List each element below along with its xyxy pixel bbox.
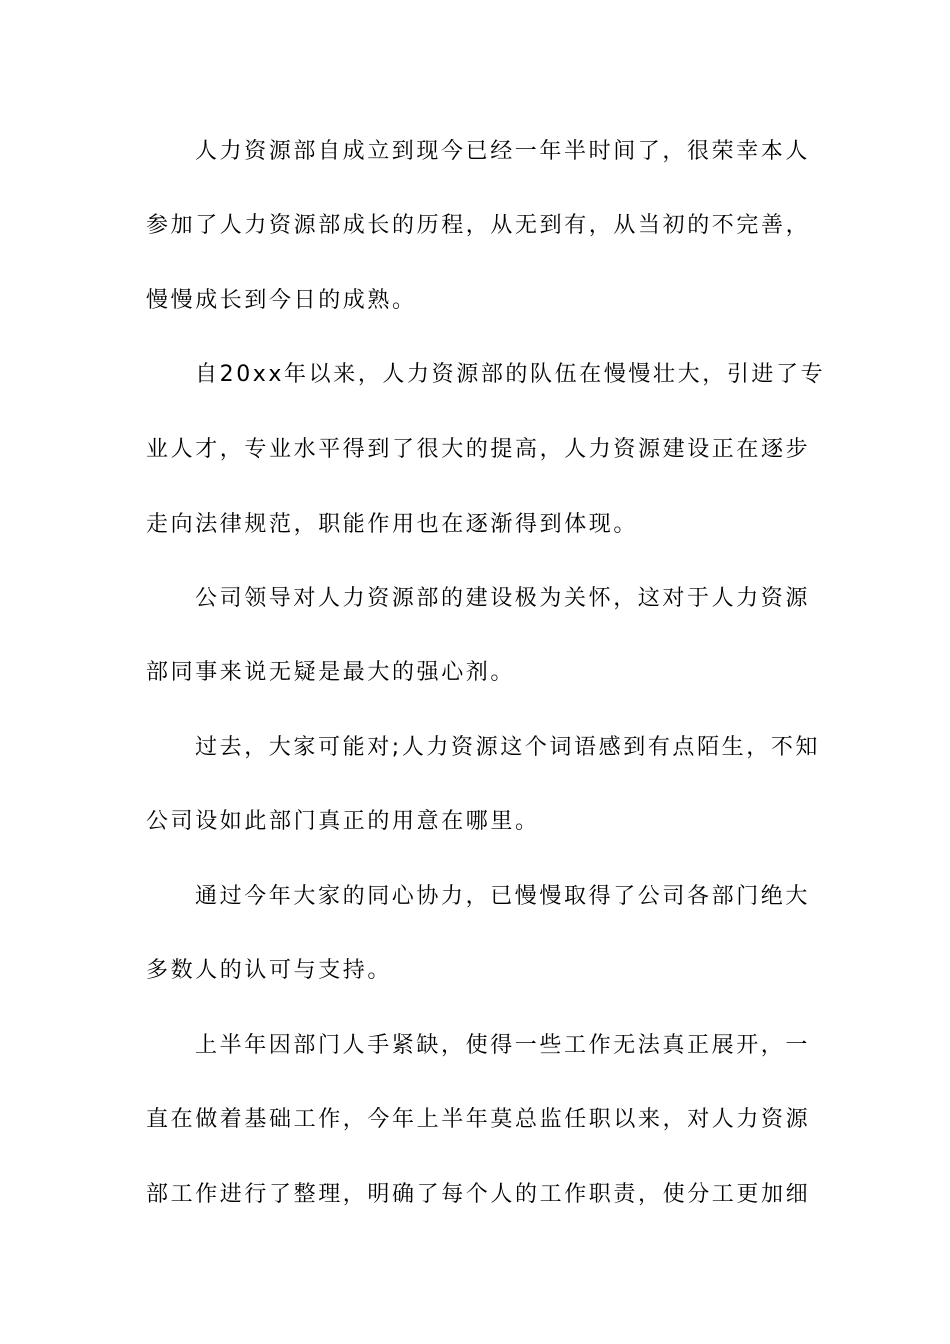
paragraph-2-line-2: 业人才，专业水平得到了很大的提高，人力资源建设正在逐步 (146, 437, 811, 462)
paragraph-2-line-3: 走向法律规范，职能作用也在逐渐得到体现。 (146, 512, 639, 537)
paragraph-1-line-3: 慢慢成长到今日的成熟。 (146, 288, 417, 313)
paragraph-1-line-2: 参加了人力资源部成长的历程，从无到有，从当初的不完善， (146, 213, 811, 238)
paragraph-4-line-1: 过去，大家可能对;人力资源这个词语感到有点陌生，不知 (195, 735, 821, 760)
paragraph-1-line-1: 人力资源部自成立到现今已经一年半时间了，很荣幸本人 (195, 139, 811, 164)
paragraph-4-line-2: 公司设如此部门真正的用意在哪里。 (146, 809, 540, 834)
paragraph-6-line-1: 上半年因部门人手紧缺，使得一些工作无法真正展开，一 (195, 1033, 811, 1058)
paragraph-6-line-3: 部工作进行了整理，明确了每个人的工作职责，使分工更加细 (146, 1182, 811, 1207)
paragraph-5-line-1: 通过今年大家的同心协力，已慢慢取得了公司各部门绝大 (195, 884, 811, 909)
paragraph-5-line-2: 多数人的认可与支持。 (146, 958, 393, 983)
paragraph-3-line-2: 部同事来说无疑是最大的强心剂。 (146, 660, 516, 685)
paragraph-3-line-1: 公司领导对人力资源部的建设极为关怀，这对于人力资源 (195, 586, 811, 611)
paragraph-6-line-2: 直在做着基础工作，今年上半年莫总监任职以来，对人力资源 (146, 1107, 811, 1132)
paragraph-2-line-1: 自20xx年以来，人力资源部的队伍在慢慢壮大，引进了专 (195, 362, 826, 387)
